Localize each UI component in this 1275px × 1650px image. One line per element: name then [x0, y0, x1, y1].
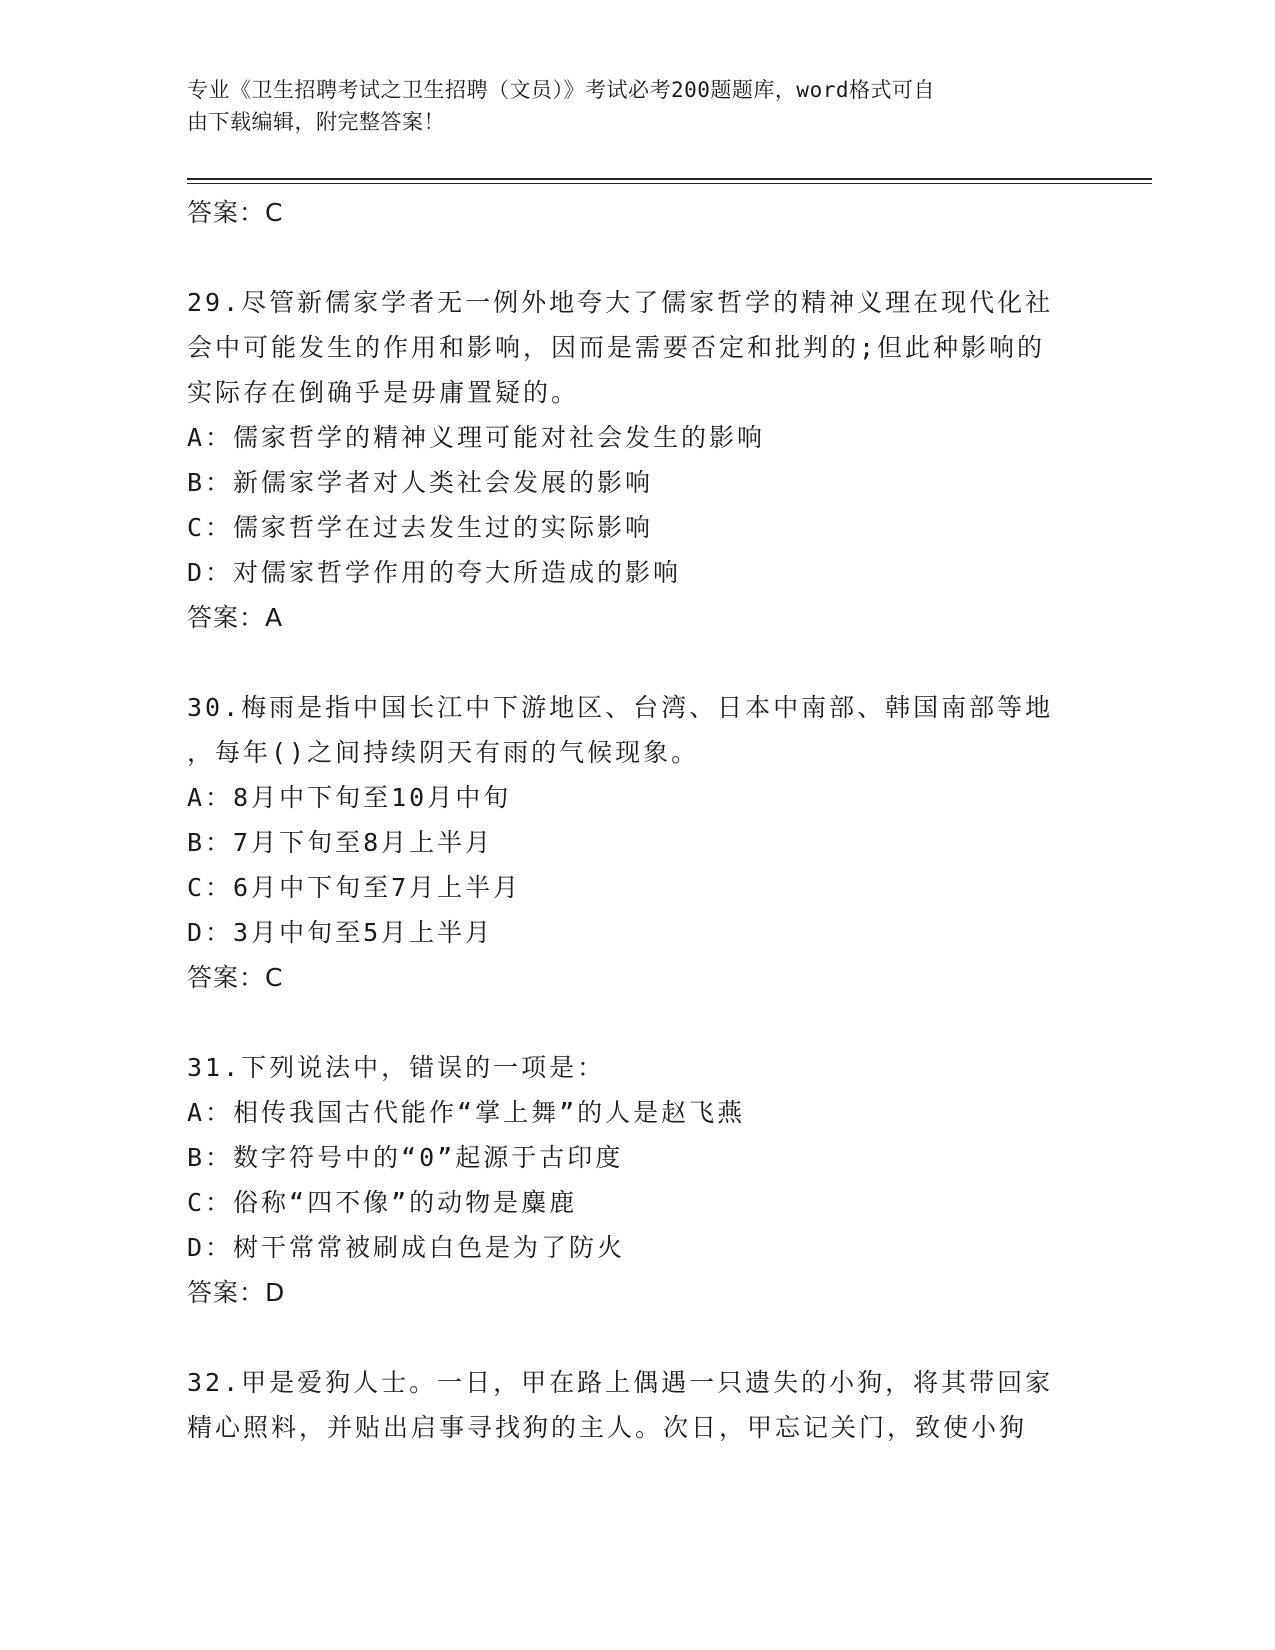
- header-divider-thick: [187, 178, 1152, 180]
- stem-line: 精心照料，并贴出启事寻找狗的主人。次日，甲忘记关门，致使小狗: [187, 1413, 1028, 1442]
- spacer: [187, 236, 1087, 280]
- previous-answer: 答案：C: [187, 198, 284, 227]
- question-list: [187, 190, 1087, 1450]
- option-d: D：树干常常被刷成白色是为了防火: [187, 1233, 626, 1262]
- stem-line: 实际存在倒确乎是毋庸置疑的。: [187, 378, 580, 407]
- option-a: A：相传我国古代能作“掌上舞”的人是赵飞燕: [187, 1098, 746, 1127]
- stem-line: 会中可能发生的作用和影响，因而是需要否定和批判的;但此种影响的: [187, 333, 1046, 362]
- answer: 答案：D: [187, 1278, 286, 1307]
- answer: 答案：C: [187, 963, 284, 992]
- spacer: [187, 641, 1087, 685]
- option-c: C：儒家哲学在过去发生过的实际影响: [187, 513, 654, 542]
- question-stem: [187, 1045, 1087, 1090]
- header-divider-thin: [187, 183, 1152, 184]
- stem-line: 29.尽管新儒家学者无一例外地夸大了儒家哲学的精神义理在现代化社: [187, 288, 1054, 317]
- option-a: A：儒家哲学的精神义理可能对社会发生的影响: [187, 423, 766, 452]
- option-b: B：新儒家学者对人类社会发展的影响: [187, 468, 654, 497]
- spacer: [187, 1001, 1087, 1045]
- question-29: [187, 280, 1087, 641]
- option-a: A：8月中下旬至10月中旬: [187, 783, 512, 812]
- stem-line: 30.梅雨是指中国长江中下游地区、台湾、日本中南部、韩国南部等地: [187, 693, 1054, 722]
- stem-line: ，每年()之间持续阴天有雨的气候现象。: [187, 738, 700, 767]
- question-30: [187, 685, 1087, 1001]
- document-header: [187, 74, 1067, 138]
- option-b: B：数字符号中的“0”起源于古印度: [187, 1143, 624, 1172]
- option-c: C：6月中下旬至7月上半月: [187, 873, 522, 902]
- option-d: D：3月中旬至5月上半月: [187, 918, 494, 947]
- question-stem: [187, 280, 1087, 415]
- header-line-2: 由下载编辑，附完整答案！: [187, 110, 445, 134]
- option-b: B：7月下旬至8月上半月: [187, 828, 494, 857]
- header-line-1: 专业《卫生招聘考试之卫生招聘（文员）》考试必考200题题库，word格式可自: [187, 78, 935, 102]
- question-stem: [187, 685, 1087, 775]
- option-d: D：对儒家哲学作用的夸大所造成的影响: [187, 558, 682, 587]
- stem-line: 31.下列说法中，错误的一项是：: [187, 1053, 606, 1082]
- option-c: C：俗称“四不像”的动物是麋鹿: [187, 1188, 578, 1217]
- stem-line: 32.甲是爱狗人士。一日，甲在路上偶遇一只遗失的小狗，将其带回家: [187, 1368, 1054, 1397]
- spacer: [187, 1316, 1087, 1360]
- question-stem: [187, 1360, 1087, 1450]
- question-32: [187, 1360, 1087, 1450]
- question-31: [187, 1045, 1087, 1316]
- answer: 答案：A: [187, 603, 284, 632]
